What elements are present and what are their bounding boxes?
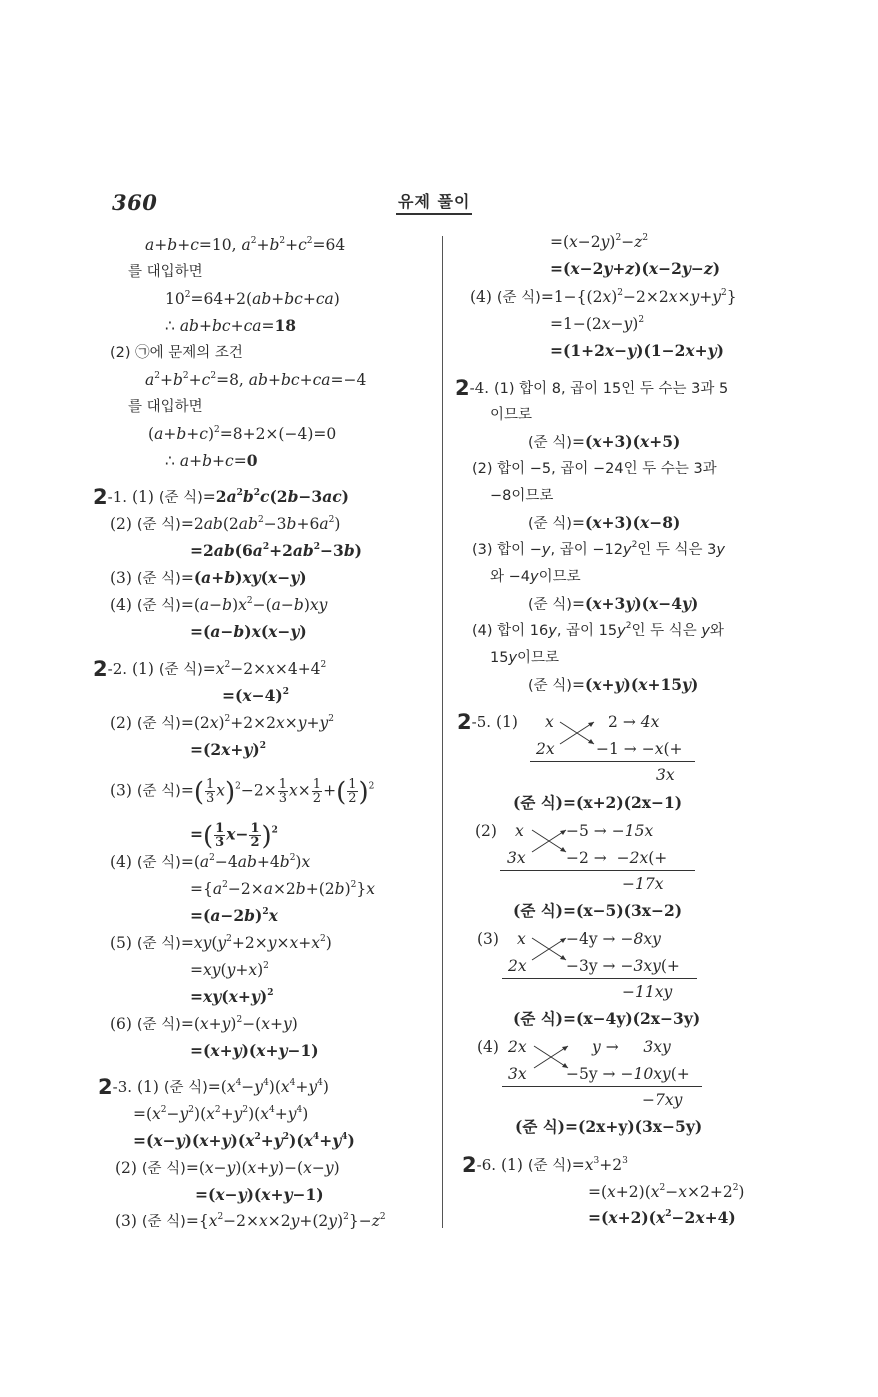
term: x <box>517 930 526 948</box>
equation-line: $=(x+2)(x^2-x\times 2+2^2)$ <box>588 1183 745 1201</box>
column-divider <box>442 236 443 1228</box>
text-line: (3) 합이 −y, 곱이 $-12y^2$인 두 식은 3y <box>472 540 725 558</box>
sum-line <box>502 978 697 979</box>
equation-line: (4) (준 식)$=1-\{(2x)^2-2\times 2x\times y+y^2\}$ <box>470 288 737 306</box>
result-line: =(a−b)x(x−y) <box>190 622 307 641</box>
result-line: (준 식)=(x+y)(x+15y) <box>528 675 699 694</box>
cross-arrows-icon <box>530 934 570 964</box>
equation-line: $10^2=64+2(ab+bc+ca)$ <box>165 290 340 308</box>
result-line: (준 식)=(x−5)(3x−2) <box>513 901 683 920</box>
equation-line: (5) (준 식)$=xy(y^2+2\times y\times x+x^2)$ <box>110 934 332 952</box>
equation-line: $(a+b+c)^2=8+2\times(-4)=0$ <box>148 425 337 443</box>
text-line: (4) 합이 16y, 곱이 $15y^2$인 두 식은 y와 <box>472 621 724 639</box>
sum-line <box>500 870 695 871</box>
equation-line: $=(x-2y)^2-z^2$ <box>550 233 649 251</box>
term: y → 3xy <box>592 1038 671 1056</box>
result-line: (3) (준 식)=(a+b)xy(x−y) <box>110 568 307 587</box>
term: 2x <box>536 740 555 758</box>
result-line: ∴ a+b+c=0 <box>165 451 258 470</box>
equation-line: $a^2+b^2+c^2=8$, ab+bc+ca=−4 <box>145 371 367 389</box>
result-line: $=(x+2)(x^2-2x+4)$ <box>588 1208 736 1227</box>
problem-2-4: 2-4. (1) 합이 8, 곱이 15인 두 수는 3과 5 <box>455 376 729 400</box>
equation-line: a+b+c=10, $a^2+b^2+c^2=64$ <box>145 236 346 254</box>
text-line: (2) ㉠에 문제의 조건 <box>110 345 243 361</box>
problem-2-5: 2-5. (1) <box>457 710 518 734</box>
term: 2x <box>508 957 527 975</box>
page-number: 360 <box>112 190 158 215</box>
term: −3y → −3xy(+ <box>566 957 680 975</box>
result-line: $=(2x+y)^2$ <box>190 740 266 759</box>
sum: −17x <box>622 875 664 893</box>
equation-line: (3) (준 식)$=\{x^2-2\times x\times 2y+(2y)^2\}-z^2$ <box>115 1212 386 1230</box>
term: −5 → −15x <box>566 822 654 840</box>
text-line: −8이므로 <box>490 488 554 504</box>
result-line: $=2ab(6a^2+2ab^2-3b)$ <box>190 541 363 560</box>
label: (2) <box>475 822 497 840</box>
equation-line: (2) (준 식)$=(2x)^2+2\times 2x\times y+y^2$ <box>110 714 334 732</box>
equation-line: (4) (준 식)$=(a^2-4ab+4b^2)x$ <box>110 853 311 871</box>
equation-line: (3) (준 식)=( $\frac{1}{3}$ x)$^2$−2× $\frac{1}{3}$ x× $\frac{1}{2}$ +( $\frac{1}{2}$ )$^2$ <box>110 777 375 808</box>
result-line: $=(x-4)^2$ <box>222 686 289 705</box>
sum: −11xy <box>622 983 673 1001</box>
result-line: =(x−2y+z)(x−2y−z) <box>550 259 721 278</box>
result-line: (준 식)=(x+3)(x+5) <box>528 432 681 451</box>
term: 2 → 4x <box>608 713 660 731</box>
equation-line: (2) (준 식)=(x−y)(x+y)−(x−y) <box>115 1159 340 1177</box>
text-line: 와 −4y이므로 <box>490 569 581 585</box>
problem-2-6: 2-6. (1) (준 식)$=x^3+2^3$ <box>462 1153 628 1177</box>
result-line: (준 식)=(x+3y)(x−4y) <box>528 594 699 613</box>
page-title: 유제 풀이 <box>396 189 472 215</box>
result-line: $=xy(x+y)^2$ <box>190 987 274 1006</box>
text-line: 이므로 <box>490 407 533 423</box>
term: x <box>515 822 524 840</box>
text-line: (2) 합이 −5, 곱이 −24인 두 수는 3과 <box>472 461 717 477</box>
sum-line <box>530 761 695 762</box>
result-line: (준 식)=(x+2)(2x−1) <box>513 793 683 812</box>
result-line: (준 식)=(2x+y)(3x−5y) <box>515 1117 703 1136</box>
result-line: =(1+2x−y)(1−2x+y) <box>550 341 724 360</box>
term: −4y → −8xy <box>566 930 661 948</box>
equation-line: (2) (준 식)$=2ab(2ab^2-3b+6a^2)$ <box>110 515 341 533</box>
result-line: =(x−y)(x+y−1) <box>195 1185 324 1204</box>
text-line: 를 대입하면 <box>128 264 203 280</box>
equation-line: $=1-(2x-y)^2$ <box>550 315 645 333</box>
result-line: =(x+y)(x+y−1) <box>190 1041 319 1060</box>
label: (4) <box>477 1038 499 1056</box>
sum: −7xy <box>642 1091 683 1109</box>
equation-line: (4) (준 식)$=(a-b)x^2-(a-b)xy$ <box>110 596 328 614</box>
term: −5y → −10xy(+ <box>566 1065 690 1083</box>
result-line: $=(x-y)(x+y)(x^2+y^2)(x^4+y^4)$ <box>133 1131 355 1150</box>
term: −1 → −x(+ <box>596 740 683 758</box>
sum: 3x <box>656 766 675 784</box>
label: (3) <box>477 930 499 948</box>
result-line: (준 식)=(x−4y)(2x−3y) <box>513 1009 701 1028</box>
equation-line: $=\{a^2-2\times a\times 2b+(2b)^2\}x$ <box>190 880 375 898</box>
problem-2-2: 2-2. (1) (준 식)$=x^2-2\times x\times 4+4^2$ <box>93 657 327 681</box>
problem-2-3: 2-3. (1) (준 식)$=(x^4-y^4)(x^4+y^4)$ <box>98 1075 329 1099</box>
term: x <box>545 713 554 731</box>
sum-line <box>502 1086 702 1087</box>
circled-ga-symbol: ㉠ <box>135 345 150 361</box>
result-line: (준 식)=(x+3)(x−8) <box>528 513 681 532</box>
term: −2 → −2x(+ <box>566 849 668 867</box>
term: 3x <box>507 849 526 867</box>
cross-arrows-icon <box>530 826 570 856</box>
result-line: $=(a-2b)^2x$ <box>190 906 278 925</box>
problem-2-1: 2-1. (1) (준 식)$=2a^2b^2c(2b-3ac)$ <box>93 485 350 509</box>
cross-arrows-icon <box>558 718 598 748</box>
text-line: 15y이므로 <box>490 650 560 666</box>
equation-line: (6) (준 식)$=(x+y)^2-(x+y)$ <box>110 1015 298 1033</box>
term: 3x <box>508 1065 527 1083</box>
result-line: ∴ ab+bc+ca=18 <box>165 316 297 335</box>
equation-line: $=(x^2-y^2)(x^2+y^2)(x^4+y^4)$ <box>133 1105 309 1123</box>
text-line: 를 대입하면 <box>128 399 203 415</box>
equation-line: $=xy(y+x)^2$ <box>190 961 269 979</box>
result-line: =( $\frac{1}{3}$ x− $\frac{1}{2}$ )$^2$ <box>190 821 278 852</box>
term: 2x <box>508 1038 527 1056</box>
